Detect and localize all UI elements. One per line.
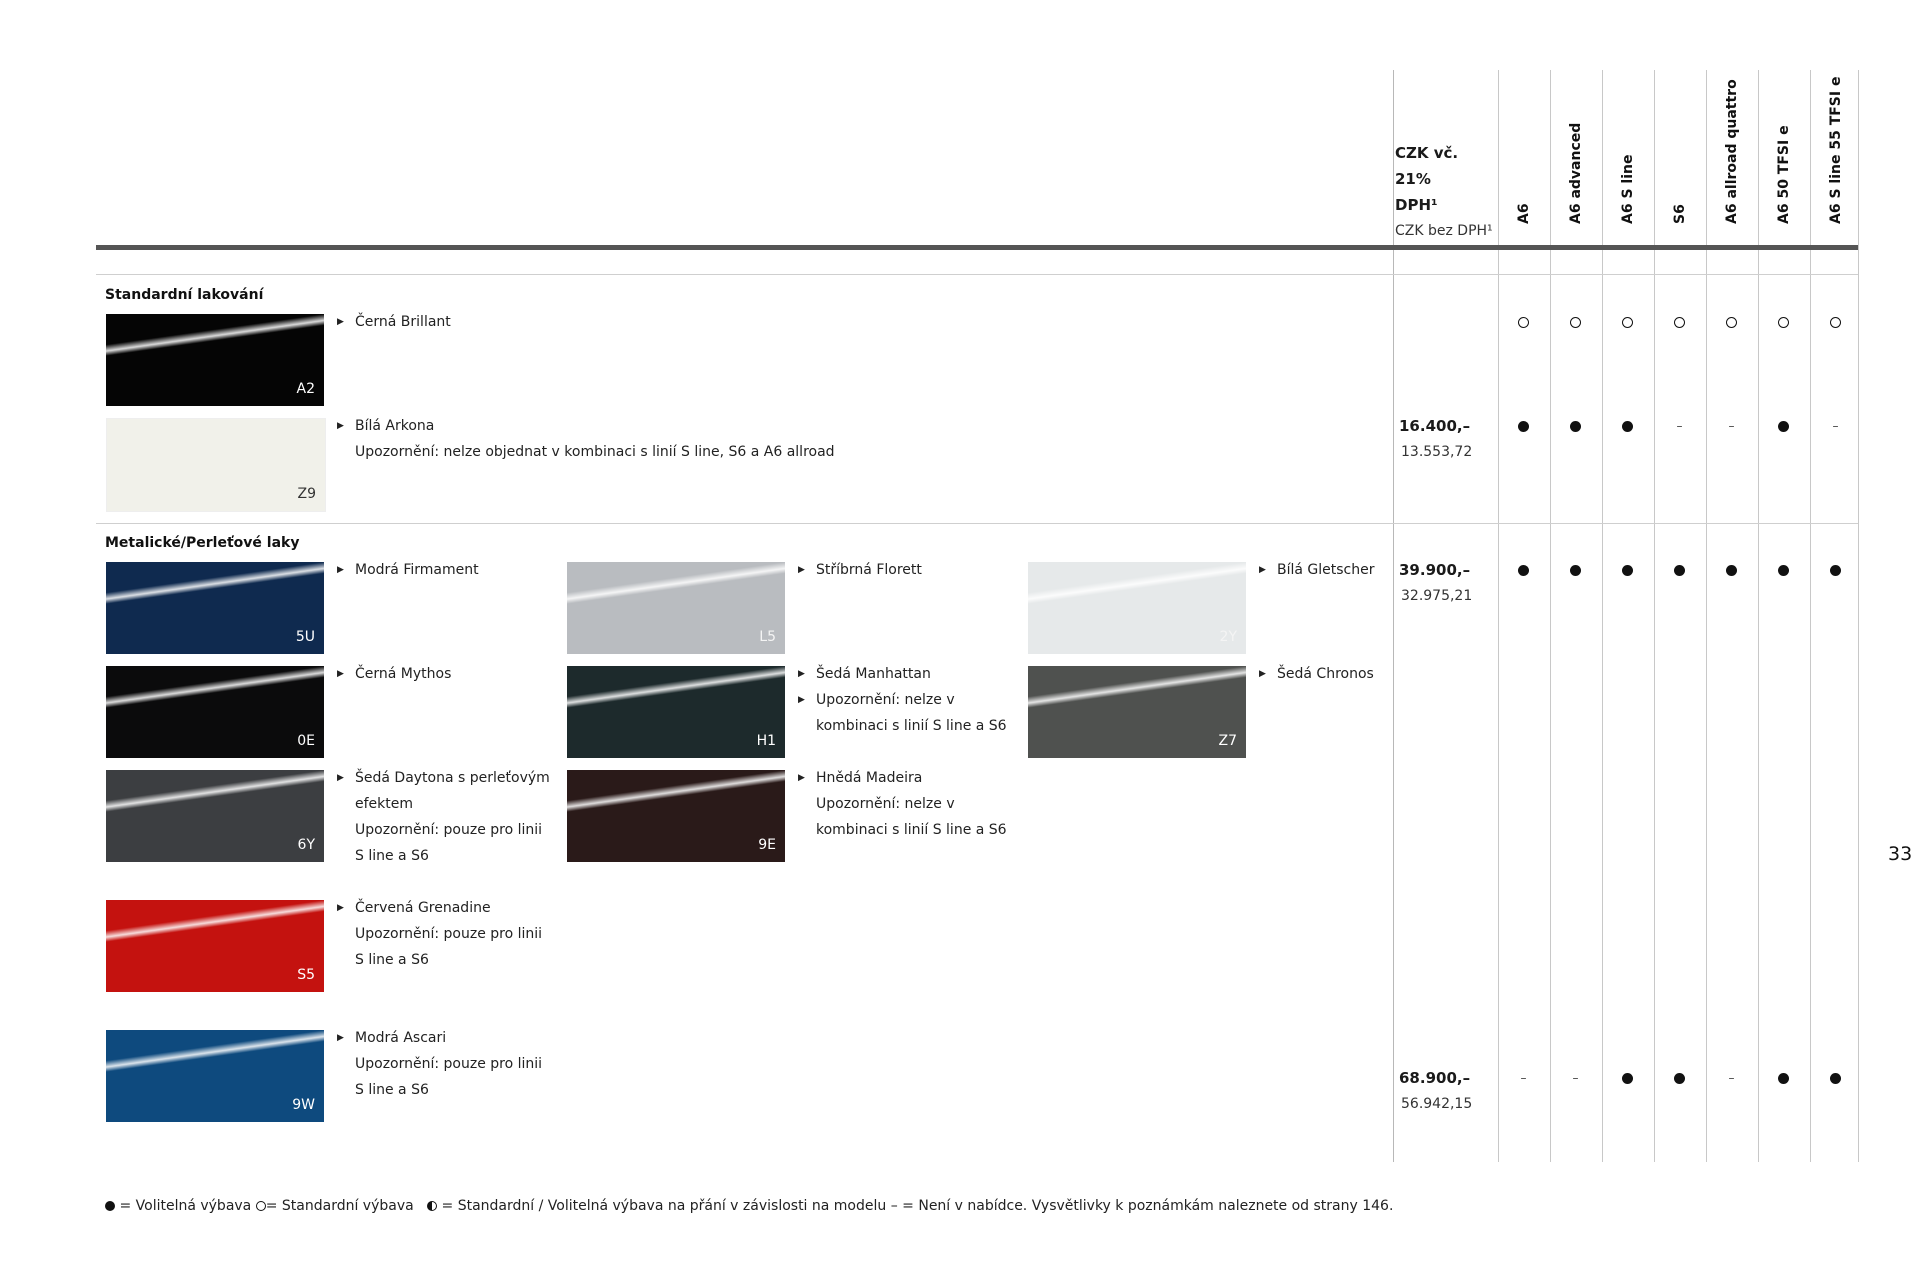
swatch-gloss [567,666,785,716]
color-name: Stříbrná Florett [816,562,922,578]
color-desc-s5 [337,895,542,973]
price-column-header [1395,140,1495,244]
color-code: 5U [295,629,315,645]
page-number: 33 [1888,843,1913,865]
optional-dot-icon [1706,557,1757,583]
color-name: Hnědá Madeira [816,770,923,786]
swatch-5u [106,562,324,654]
bullet-triangle-icon: ▶ [337,1033,344,1043]
optional-dot-icon [1602,413,1653,439]
standard-circle-icon [256,1201,266,1211]
optional-dot-icon [1654,1065,1705,1091]
price-incl-header: CZK vč. 21% [1395,144,1459,188]
color-code: Z9 [297,486,316,502]
color-desc-l5 [798,557,922,583]
color-code: S5 [297,967,315,983]
swatch-z9 [106,418,326,512]
color-name: Bílá Arkona [355,418,435,434]
section-rule [96,274,1858,275]
color-code: 6Y [297,837,315,853]
standard-circle-icon [1498,309,1549,335]
bullet-triangle-icon: ▶ [1259,565,1266,575]
swatch-s5 [106,900,324,992]
model-header-s6: S6 [1671,204,1688,224]
price-excl: 56.942,15 [1401,1096,1473,1112]
color-name-cont: efektem [355,796,414,812]
price-excl: 32.975,21 [1401,588,1473,604]
color-name: Šedá Chronos [1277,666,1374,682]
model-header-a6-advanced: A6 advanced [1567,122,1584,224]
section-title-metallic: Metalické/Perleťové laky [105,535,300,551]
not-available-dash: – [1728,419,1735,433]
swatch-gloss [106,666,324,716]
bullet-triangle-icon: ▶ [337,773,344,783]
optional-dot-icon [1758,557,1809,583]
not-available-dash: – [1676,419,1683,433]
swatch-h1 [567,666,785,758]
color-code: Z7 [1218,733,1237,749]
standard-circle-icon [1810,309,1861,335]
legend-optional: = Volitelná výbava [119,1198,252,1214]
model-header-a6-s-line-55-tfsi-e: A6 S line 55 TFSI e [1827,76,1844,224]
swatch-2y [1028,562,1246,654]
swatch-gloss [567,562,785,612]
legend-none: – = Není v nabídce. Vysvětlivky k poznámkám naleznete od strany 146. [890,1198,1394,1214]
price-incl: 39.900,– [1399,561,1471,579]
half-circle-icon [427,1201,437,1211]
not-available-dash: – [1728,1071,1735,1085]
swatch-gloss [1028,562,1246,612]
color-code: H1 [756,733,776,749]
color-name: Modrá Firmament [355,562,479,578]
color-desc-9e [798,765,1007,843]
optional-dot-icon [1810,557,1861,583]
color-note: kombinaci s linií S line a S6 [816,822,1007,838]
optional-dot-icon [105,1201,115,1211]
color-name: Modrá Ascari [355,1030,447,1046]
bullet-triangle-icon: ▶ [337,565,344,575]
standard-circle-icon [1654,309,1705,335]
optional-dot-icon [1550,557,1601,583]
standard-circle-icon [1706,309,1757,335]
bullet-triangle-icon: ▶ [798,773,805,783]
optional-dot-icon [1602,1065,1653,1091]
swatch-a2 [106,314,324,406]
swatch-gloss [1028,666,1246,716]
color-code: A2 [296,381,315,397]
model-header-a6-s-line: A6 S line [1619,154,1636,224]
color-note: S line a S6 [355,952,429,968]
color-desc-5u [337,557,479,583]
color-desc-2y [1259,557,1375,583]
price-excl: 13.553,72 [1401,444,1473,460]
standard-circle-icon [1550,309,1601,335]
swatch-9e [567,770,785,862]
model-header-a6: A6 [1515,203,1532,224]
optional-dot-icon [1498,413,1549,439]
color-note: Upozornění: pouze pro linii [355,822,543,838]
legend-mixed: = Standardní / Volitelná výbava na přání v závislosti na modelu [441,1198,887,1214]
optional-dot-icon [1758,413,1809,439]
swatch-gloss [106,900,324,950]
color-note: Upozornění: nelze v [816,692,955,708]
standard-circle-icon [1758,309,1809,335]
section-title-standard: Standardní lakování [105,287,264,303]
color-desc-a2 [337,309,451,335]
bullet-triangle-icon: ▶ [337,903,344,913]
bullet-triangle-icon: ▶ [337,317,344,327]
price-incl-header-2: DPH¹ [1395,196,1438,214]
swatch-6y [106,770,324,862]
swatch-gloss [106,562,324,612]
color-desc-6y [337,765,550,869]
color-desc-z9 [337,413,835,465]
color-code: L5 [759,629,776,645]
color-note: S line a S6 [355,1082,429,1098]
color-name: Bílá Gletscher [1277,562,1375,578]
not-available-dash: – [1572,1071,1579,1085]
bullet-triangle-icon: ▶ [337,669,344,679]
color-name: Šedá Daytona s perleťovým [355,770,550,786]
optional-dot-icon [1758,1065,1809,1091]
price-excl-header: CZK bez DPH¹ [1395,223,1493,239]
header-rule [96,245,1858,250]
color-note: S line a S6 [355,848,429,864]
color-desc-z7 [1259,661,1374,687]
color-code: 9E [758,837,776,853]
model-header-a6-allroad: A6 allroad quattro [1723,79,1740,224]
bullet-triangle-icon: ▶ [798,695,805,705]
bullet-triangle-icon: ▶ [798,565,805,575]
color-code: 9W [292,1097,315,1113]
swatch-9w [106,1030,324,1122]
color-name: Černá Brillant [355,314,451,330]
bullet-triangle-icon: ▶ [1259,669,1266,679]
color-name: Červená Grenadine [355,900,491,916]
price-premium [1399,1065,1472,1117]
legend-standard: = Standardní výbava [265,1198,414,1214]
optional-dot-icon [1654,557,1705,583]
model-header-a6-50-tfsi-e: A6 50 TFSI e [1775,125,1792,224]
color-desc-h1 [798,661,1007,739]
color-note: Upozornění: nelze v [816,796,955,812]
bullet-triangle-icon: ▶ [337,421,344,431]
color-name: Černá Mythos [355,666,452,682]
color-note: Upozornění: pouze pro linii [355,1056,543,1072]
optional-dot-icon [1810,1065,1861,1091]
color-code: 2Y [1219,629,1237,645]
price-standard-paid [1399,413,1472,465]
color-name: Šedá Manhattan [816,666,931,682]
color-code: 0E [297,733,315,749]
price-incl: 16.400,– [1399,417,1471,435]
price-metallic [1399,557,1472,609]
standard-circle-icon [1602,309,1653,335]
swatch-gloss [106,314,324,364]
bullet-triangle-icon: ▶ [798,669,805,679]
col-divider-price [1393,70,1394,1162]
price-incl: 68.900,– [1399,1069,1471,1087]
optional-dot-icon [1602,557,1653,583]
swatch-gloss [567,770,785,820]
not-available-dash: – [1832,419,1839,433]
optional-dot-icon [1550,413,1601,439]
color-note: kombinaci s linií S line a S6 [816,718,1007,734]
swatch-gloss [106,770,324,820]
swatch-z7 [1028,666,1246,758]
swatch-0e [106,666,324,758]
color-desc-9w [337,1025,542,1103]
legend [105,1198,1393,1214]
swatch-gloss [106,1030,324,1080]
color-note: Upozornění: nelze objednat v kombinaci s linií S line, S6 a A6 allroad [355,444,835,460]
color-note: Upozornění: pouze pro linii [355,926,543,942]
section-rule [96,523,1858,524]
optional-dot-icon [1498,557,1549,583]
not-available-dash: – [1520,1071,1527,1085]
swatch-l5 [567,562,785,654]
color-desc-0e [337,661,451,687]
